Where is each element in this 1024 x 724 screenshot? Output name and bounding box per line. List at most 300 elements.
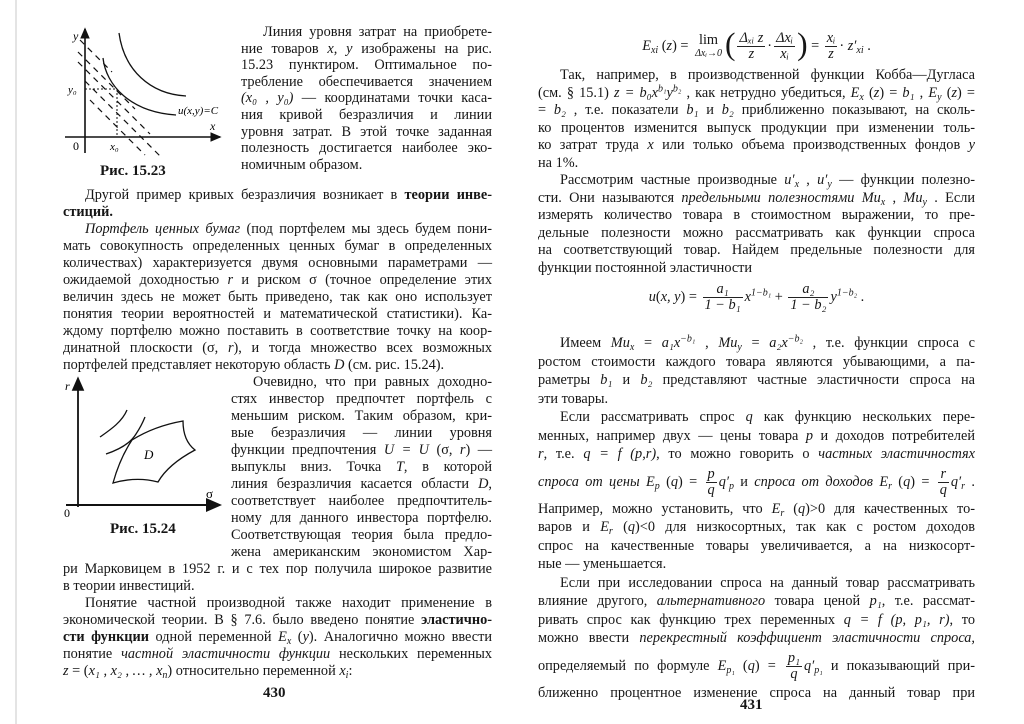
text-line bbox=[241, 90, 492, 107]
figure-15-24 bbox=[60, 375, 230, 520]
text-line bbox=[538, 67, 975, 85]
fraction-denominator: 1 − b₂ bbox=[790, 297, 827, 314]
text-run: . Если bbox=[926, 189, 975, 206]
text-run: = bbox=[807, 38, 823, 54]
text-line bbox=[63, 357, 492, 374]
text-line bbox=[538, 207, 975, 225]
text-line bbox=[231, 391, 492, 408]
text-line bbox=[241, 74, 492, 91]
subscript: p bbox=[728, 480, 734, 492]
text-line bbox=[63, 204, 492, 221]
italic-run: q bbox=[627, 519, 636, 535]
subscript: x bbox=[286, 636, 292, 647]
text-run: полезность достигается наиболее эко- bbox=[241, 140, 492, 157]
text-run: меньшим риском. Таким образом, кри- bbox=[231, 408, 492, 424]
italic-run: E bbox=[850, 84, 860, 101]
subscript: n bbox=[162, 670, 168, 681]
italic-run: y bbox=[968, 137, 975, 153]
fraction-numerator: Δₓᵢ z bbox=[739, 30, 764, 47]
text-run: ближенно процентное изменение спроса на данный товар при bbox=[538, 684, 975, 701]
text-run: линия безразличия касается области bbox=[231, 476, 479, 492]
text-run: измерять количество товара в стоимостном выражении, то пре- bbox=[538, 207, 975, 223]
subscript: p₁ bbox=[726, 664, 735, 676]
text-run: ные — уменьшается. bbox=[538, 556, 667, 572]
text-run: можно ввести bbox=[538, 630, 640, 646]
bold-run: теории инве- bbox=[404, 187, 493, 203]
italic-run: q′ bbox=[718, 473, 729, 490]
text-run: как функцию нескольких пере- bbox=[752, 409, 975, 425]
text-run: ( bbox=[891, 473, 904, 490]
formula-line bbox=[538, 277, 975, 317]
bold-run: стиций. bbox=[63, 204, 113, 220]
text-run: 15.23 пунктиром. Оптимальное по- bbox=[241, 57, 492, 74]
fraction-denominator: xᵢ bbox=[780, 46, 789, 63]
superscript: −b₁ bbox=[680, 333, 696, 345]
text-line bbox=[63, 221, 492, 238]
text-line bbox=[63, 340, 492, 357]
italic-run: r bbox=[227, 272, 234, 288]
bold-run: эластично- bbox=[421, 612, 492, 628]
italic-run: a₁x bbox=[661, 335, 681, 351]
subscript: r bbox=[888, 480, 892, 492]
fraction-denominator: q bbox=[790, 665, 798, 682]
text-line bbox=[231, 459, 492, 476]
text-line bbox=[63, 306, 492, 323]
text-run: функции предпочтения bbox=[231, 442, 384, 458]
fraction bbox=[788, 282, 828, 313]
text-line bbox=[538, 353, 975, 372]
figure-15-24-caption: Рис. 15.24 bbox=[110, 521, 176, 537]
italic-run: b₁ bbox=[600, 372, 613, 388]
text-run: , bbox=[695, 335, 719, 351]
text-run: , то можно говорить о bbox=[656, 446, 819, 462]
italic-run: y bbox=[666, 84, 673, 101]
text-run: ) = bbox=[672, 38, 693, 54]
italic-run: спроса от доходов E bbox=[754, 473, 889, 490]
text-run: жена американским экономистом Хар- bbox=[231, 544, 492, 560]
text-run: ) = bbox=[680, 289, 701, 305]
text-run: динатной плоскости (σ, bbox=[63, 340, 228, 356]
superscript: 1−b₂ bbox=[836, 287, 858, 299]
italic-run: u bbox=[648, 289, 656, 305]
text-line bbox=[241, 24, 492, 41]
subscript: y bbox=[922, 196, 927, 208]
text-run: ри Марковицем в 1952 г. и с тех пор получила широкое развитие bbox=[63, 561, 492, 577]
italic-run: E bbox=[771, 500, 781, 517]
text-run: , то bbox=[949, 611, 975, 628]
italic-run: (x₀ , y₀) bbox=[241, 90, 294, 107]
italic-run: r bbox=[538, 446, 544, 462]
text-run: или только объема производственных фондов bbox=[653, 137, 969, 153]
subscript: i bbox=[345, 670, 349, 681]
subscript: p bbox=[654, 480, 660, 492]
text-run: определяемый по формуле bbox=[538, 657, 718, 674]
text-run: Например, можно установить, что bbox=[538, 500, 772, 517]
partial-elasticity-paragraph bbox=[63, 561, 492, 680]
text-run: : bbox=[348, 663, 353, 679]
italic-run: q bbox=[747, 657, 755, 674]
superscript: 1−b₁ bbox=[750, 287, 772, 299]
big-parenthesis: ) bbox=[797, 26, 808, 62]
subscript: r bbox=[780, 507, 785, 519]
subscript: x bbox=[859, 91, 864, 103]
italic-run: x, y bbox=[660, 289, 681, 305]
subscript: y bbox=[737, 342, 742, 353]
fraction-denominator: q bbox=[939, 481, 947, 498]
text-line bbox=[538, 464, 975, 500]
text-run: и риском σ (точное определение этих bbox=[233, 272, 492, 288]
text-line bbox=[538, 102, 975, 120]
region-label: D bbox=[144, 447, 154, 462]
text-run: на соответствующий товар. Найдем предельные полезности для bbox=[538, 242, 975, 258]
elasticity-formula bbox=[538, 26, 975, 66]
page-number: 431 bbox=[740, 697, 763, 713]
italic-run: Mu bbox=[718, 335, 738, 351]
italic-run: Mu bbox=[610, 335, 630, 351]
text-line bbox=[63, 272, 492, 289]
text-run: Понятие частной производной также находит применение в bbox=[85, 595, 492, 611]
subscript: p₁ bbox=[814, 664, 823, 676]
italic-run: q bbox=[797, 500, 806, 517]
text-line bbox=[538, 120, 975, 138]
text-run: . bbox=[863, 38, 871, 54]
text-run: ривать спрос как функцию трех переменных bbox=[538, 611, 844, 628]
figure-15-24-side-text bbox=[231, 374, 492, 561]
fraction-denominator: 1 − b₁ bbox=[704, 297, 741, 314]
text-line bbox=[538, 592, 975, 611]
text-run: + bbox=[771, 289, 787, 305]
subscript: y bbox=[937, 91, 942, 103]
text-line bbox=[241, 107, 492, 124]
italic-run: x bbox=[339, 663, 346, 679]
text-line bbox=[231, 510, 492, 527]
text-line bbox=[63, 629, 492, 646]
text-run: (см. § 15.1) bbox=[538, 84, 615, 101]
figure-15-23-caption: Рис. 15.23 bbox=[100, 163, 166, 179]
italic-run: x bbox=[647, 137, 654, 153]
fraction-numerator: Δxᵢ bbox=[776, 30, 794, 47]
text-line bbox=[63, 255, 492, 272]
text-run: товара ценой bbox=[765, 593, 870, 609]
text-run: ( bbox=[655, 289, 661, 305]
text-line bbox=[231, 408, 492, 425]
italic-run: q′ bbox=[950, 473, 962, 490]
italic-run: E bbox=[717, 657, 727, 674]
italic-run: z bbox=[951, 84, 958, 101]
text-line bbox=[231, 527, 492, 544]
investment-theory-paragraph bbox=[63, 187, 492, 374]
text-line bbox=[63, 663, 492, 680]
fraction-numerator: a₂ bbox=[788, 282, 828, 298]
italic-run: D bbox=[334, 357, 345, 373]
superscript: b₁ bbox=[657, 83, 667, 94]
text-line bbox=[538, 390, 975, 409]
italic-run: u′ bbox=[784, 172, 795, 188]
text-run: спрос на качественные товары увеличивается, а на низкосорт- bbox=[538, 537, 975, 554]
italic-run: p₁ bbox=[869, 593, 882, 609]
text-line bbox=[231, 374, 492, 391]
italic-run: E bbox=[642, 38, 651, 54]
text-run: понятия теории вероятностей и математической статистики). Ка- bbox=[63, 306, 492, 322]
text-run: дельные полезности можно рассматривать как функции спроса bbox=[538, 224, 975, 241]
fraction-numerator: a₁ bbox=[703, 282, 743, 298]
fraction bbox=[938, 467, 949, 498]
text-line bbox=[63, 646, 492, 663]
text-line bbox=[538, 260, 975, 278]
italic-run: b₁ bbox=[686, 102, 699, 118]
y0-label: y₀ bbox=[68, 84, 77, 96]
text-run: представляют частные эластичности спроса на bbox=[652, 372, 975, 388]
x-axis-label: σ bbox=[206, 486, 214, 501]
text-run: менных, например двух — цены товара bbox=[538, 427, 806, 444]
text-run: стях инвестор предпочтет портфель с bbox=[231, 391, 492, 407]
text-line bbox=[241, 124, 492, 141]
italic-run: z bbox=[63, 663, 69, 679]
italic-run: Mu bbox=[903, 189, 923, 206]
text-run: Рассмотрим частные производные bbox=[560, 172, 785, 188]
text-run: уровня затрат. В этой точке заданная bbox=[241, 123, 492, 140]
subscript: r bbox=[608, 526, 613, 537]
italic-run: p bbox=[805, 427, 814, 444]
text-run: количествах) характеризуется двумя основными параметрами — bbox=[63, 255, 492, 271]
italic-run: E bbox=[278, 629, 287, 645]
text-run: нескольких переменных bbox=[330, 646, 492, 662]
page-number: 430 bbox=[263, 685, 286, 701]
text-run: ростом стоимости каждого товара являются убывающими, а па- bbox=[538, 353, 975, 370]
italic-run: E bbox=[928, 84, 938, 101]
text-run: Если при исследовании спроса на данный товар рассматривать bbox=[560, 574, 975, 591]
text-run: мать совокупность определенных ценных бумаг в определенных bbox=[63, 238, 492, 254]
text-run: функции постоянной эластичности bbox=[538, 259, 753, 276]
fraction bbox=[774, 31, 795, 62]
text-run: соответствует наиболее предпочтитель- bbox=[231, 493, 492, 509]
text-run: и показывающий при- bbox=[822, 657, 975, 674]
text-run: ) = bbox=[879, 84, 903, 101]
text-run: ), и тогда множество всех возможных bbox=[233, 340, 492, 356]
text-run: ). Аналогично можно ввести bbox=[308, 629, 492, 645]
text-run: приближенно показывают, на сколь- bbox=[733, 102, 975, 118]
text-run: Другой пример кривых безразличия возникает в bbox=[85, 187, 405, 203]
text-line bbox=[63, 289, 492, 306]
text-run: понятие bbox=[63, 646, 122, 662]
text-run: · bbox=[839, 38, 848, 54]
text-run: Линия уровня затрат на приобрете- bbox=[263, 24, 492, 40]
text-run: требление обеспечивается значением bbox=[241, 73, 492, 90]
text-run: · bbox=[767, 38, 773, 54]
y-axis-label: y bbox=[73, 29, 79, 43]
text-run: = bbox=[741, 335, 770, 351]
italic-run: z′ bbox=[847, 38, 857, 54]
text-run: . bbox=[857, 289, 865, 305]
text-line bbox=[538, 155, 975, 173]
fraction-numerator: p bbox=[707, 465, 715, 482]
italic-run: z bbox=[873, 84, 880, 101]
text-line bbox=[538, 408, 975, 427]
text-run: ) = bbox=[910, 473, 936, 490]
text-line bbox=[63, 323, 492, 340]
italic-run: D bbox=[478, 476, 489, 492]
text-run: вые безразличия — линии уровня bbox=[231, 425, 492, 441]
text-run: , bbox=[488, 476, 492, 492]
text-line bbox=[538, 137, 975, 155]
text-run: и bbox=[698, 102, 722, 118]
fraction-denominator: z bbox=[828, 46, 834, 63]
fraction bbox=[737, 31, 765, 62]
text-line bbox=[538, 190, 975, 208]
fraction-denominator: q bbox=[707, 481, 715, 498]
figure-15-23 bbox=[60, 22, 230, 167]
x-axis-label: x bbox=[210, 119, 216, 133]
text-run: , в которой bbox=[403, 459, 493, 475]
text-run: = ( bbox=[68, 663, 89, 679]
fraction-numerator: r bbox=[938, 467, 949, 483]
text-run: ( bbox=[734, 657, 748, 674]
origin-label: 0 bbox=[64, 506, 70, 520]
text-run: , т.е. рассмат- bbox=[881, 593, 975, 609]
text-run: и bbox=[733, 473, 755, 490]
text-run: выпуклы вниз. Точка bbox=[231, 459, 396, 475]
subscript: xi bbox=[856, 45, 864, 56]
fraction bbox=[703, 282, 743, 313]
text-run: ( bbox=[658, 38, 667, 54]
text-line bbox=[63, 612, 492, 629]
text-line bbox=[538, 500, 975, 519]
text-line bbox=[538, 371, 975, 390]
region-d bbox=[113, 421, 195, 483]
text-line bbox=[241, 57, 492, 74]
text-line bbox=[538, 85, 975, 103]
italic-run: частных эластичностях bbox=[818, 446, 976, 462]
text-line bbox=[538, 518, 975, 537]
text-run: ко затрат труда bbox=[538, 137, 648, 153]
italic-run: спроса от цены E bbox=[538, 473, 655, 490]
indifference-curve-tangent bbox=[103, 58, 176, 115]
text-run: экономической теории. В § 7.6. было введено понятие bbox=[63, 612, 422, 628]
text-run: , bbox=[914, 84, 929, 101]
text-run: ( bbox=[941, 84, 952, 101]
italic-run: q = f (p,r) bbox=[583, 446, 657, 462]
text-run: )<0 для низкосортных, так как с ростом доходов bbox=[635, 519, 975, 535]
text-line bbox=[538, 648, 975, 684]
text-run: и bbox=[612, 372, 641, 388]
text-line bbox=[538, 555, 975, 574]
subscript: x bbox=[629, 342, 635, 353]
italic-run: предельными полезностями Mu bbox=[681, 189, 881, 206]
text-run: варов и bbox=[538, 519, 601, 535]
fraction bbox=[706, 467, 717, 498]
cobb-douglas-paragraph bbox=[538, 67, 975, 317]
figure-15-23-side-text bbox=[241, 24, 492, 173]
text-run: ) относительно переменной bbox=[167, 663, 340, 679]
y-axis-label: r bbox=[65, 379, 70, 393]
text-line bbox=[538, 427, 975, 446]
italic-run: частной эластичности функции bbox=[121, 646, 331, 662]
text-run: ) = bbox=[957, 84, 975, 101]
text-line bbox=[538, 537, 975, 556]
text-run: (под портфелем мы здесь будем пони- bbox=[240, 221, 492, 237]
text-line bbox=[538, 225, 975, 243]
italic-run: y bbox=[302, 629, 309, 645]
subscript: y bbox=[827, 179, 832, 190]
text-run: ко процентов изменится выпуск продукции при изменении толь- bbox=[538, 119, 975, 136]
text-line bbox=[538, 334, 975, 353]
italic-run: x, y bbox=[327, 40, 353, 57]
text-line bbox=[63, 238, 492, 255]
text-line bbox=[63, 187, 492, 204]
text-run: ) = bbox=[754, 657, 784, 674]
fraction bbox=[825, 31, 838, 62]
text-run: изображены на рис. bbox=[352, 40, 492, 57]
formula-line bbox=[538, 26, 975, 66]
italic-run: y bbox=[830, 289, 837, 305]
italic-run: q = f (p, p₁, r) bbox=[843, 611, 950, 628]
italic-run: b₂ bbox=[553, 102, 566, 118]
italic-run: x bbox=[744, 289, 751, 305]
italic-run: z bbox=[666, 38, 673, 54]
text-run: ( bbox=[784, 500, 798, 517]
limit-subscript: Δxᵢ→0 bbox=[695, 47, 722, 59]
big-parenthesis: ( bbox=[724, 26, 736, 62]
text-run: номичным образом. bbox=[241, 156, 363, 173]
text-run: сти. Они называются bbox=[538, 189, 682, 206]
text-run: , т.е. показатели bbox=[566, 102, 687, 118]
origin-label: 0 bbox=[73, 139, 79, 153]
text-line bbox=[231, 442, 492, 459]
italic-run: q bbox=[670, 473, 679, 490]
text-run: и доходов потребителей bbox=[813, 427, 975, 444]
text-run: Если рассматривать спрос bbox=[560, 409, 746, 425]
text-line bbox=[538, 242, 975, 260]
indifference-curve-1 bbox=[100, 410, 127, 437]
italic-run: b₂ bbox=[640, 372, 653, 388]
text-run: (σ, bbox=[429, 442, 460, 458]
text-run: ние товаров bbox=[241, 40, 328, 57]
italic-run: T bbox=[395, 459, 404, 475]
text-line bbox=[241, 140, 492, 157]
text-line bbox=[63, 578, 492, 595]
text-line bbox=[63, 595, 492, 612]
x0-label: x₀ bbox=[110, 141, 119, 153]
text-run: , bbox=[799, 172, 818, 188]
italic-run: U = U bbox=[383, 442, 429, 458]
text-run: в теории инвестиций. bbox=[63, 578, 195, 594]
bold-run: сти функции bbox=[63, 629, 150, 645]
italic-run: q′ bbox=[804, 657, 815, 674]
limit-operator bbox=[695, 31, 722, 60]
text-line bbox=[231, 493, 492, 510]
subscript: x bbox=[794, 179, 800, 190]
text-run: ждому портфелю можно поставить в соответствие точку на коор- bbox=[63, 323, 492, 339]
italic-run: b₂ bbox=[721, 102, 734, 118]
text-run: (см. рис. 15.24). bbox=[344, 357, 445, 373]
text-run: Так, например, в производственной функции Кобба—Дугласа bbox=[560, 67, 975, 83]
subscript: xi bbox=[650, 45, 659, 56]
text-run: , bbox=[885, 189, 904, 206]
text-line bbox=[241, 157, 492, 174]
text-run: ожидаемой доходностью bbox=[63, 272, 228, 288]
text-run: ( bbox=[659, 473, 671, 490]
text-run: портфелей представляет некоторую область bbox=[63, 357, 335, 373]
text-run: ( bbox=[291, 629, 303, 645]
fraction bbox=[786, 651, 802, 682]
text-line bbox=[538, 574, 975, 593]
italic-run: a₂x bbox=[769, 335, 788, 351]
text-line bbox=[231, 544, 492, 561]
fraction-numerator: p₁ bbox=[787, 649, 801, 666]
italic-run: z = b₀x bbox=[614, 84, 658, 101]
italic-run: b₁ bbox=[902, 84, 915, 101]
italic-run: x₁ , x₂ , … , x bbox=[88, 663, 163, 679]
